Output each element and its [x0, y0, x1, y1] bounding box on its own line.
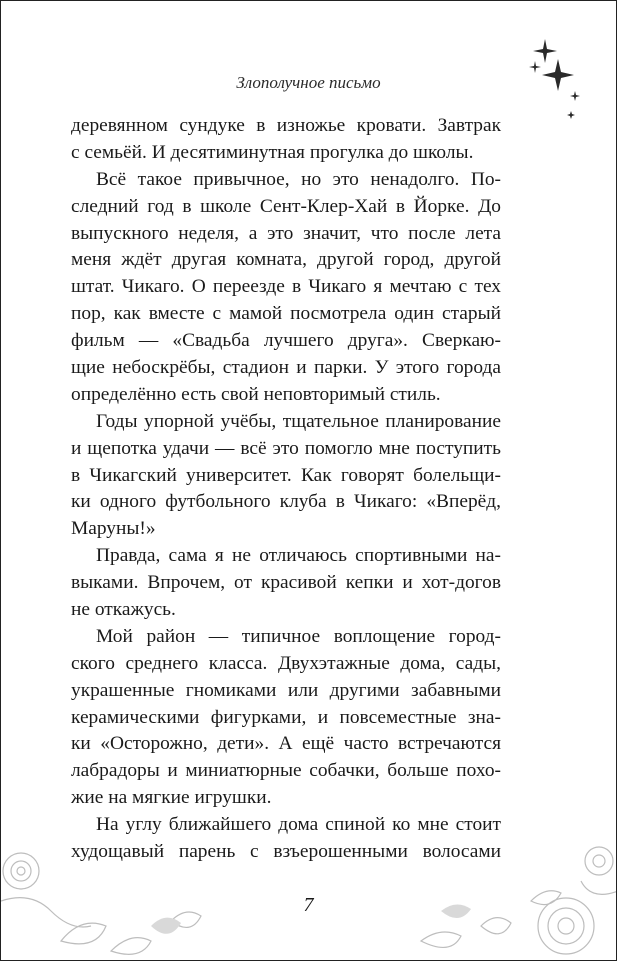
text-line: щие небоскрёбы, стадион и парки. У этого города [71, 357, 501, 379]
text-line: Маруны!» [71, 518, 156, 540]
text-line: не откажусь. [71, 599, 176, 621]
text-line: пор, как вместе с мамой посмотрела один старый [71, 303, 501, 325]
sparkle-icon [533, 39, 557, 63]
text-line: Правда, сама я не отличаюсь спортивными на- [96, 545, 501, 567]
text-line: Всё такое привычное, но это ненадолго. По- [96, 168, 501, 190]
text-line: штат. Чикаго. О переезде в Чикаго я мечтаю с тех [71, 276, 501, 298]
text-line: худощавый парень с взъерошенными волосами [71, 841, 501, 863]
text-line: лабрадоры и миниатюрные собачки, больше похо- [71, 760, 501, 782]
text-line: Годы упорной учёбы, тщательное планирование [96, 410, 501, 432]
text-line: На углу ближайшего дома спиной ко мне стоит [96, 814, 501, 836]
page-number: 7 [303, 894, 314, 916]
text-line: и щепотка удачи — всё это помогло мне поступить [71, 437, 501, 459]
text-line: деревянном сундуке в изножье кровати. Завтрак [71, 115, 501, 136]
text-line: украшенные гномиками или другими забавными [71, 679, 501, 701]
text-line: ского среднего класса. Двухэтажные дома, сады, [71, 652, 501, 674]
text-line: выпускного неделя, а это значит, что после лета [71, 222, 501, 244]
text-line: следний год в школе Сент-Клер-Хай в Йорке. До [71, 195, 501, 217]
body-text [71, 113, 501, 866]
text-line: выками. Впрочем, от красивой кепки и хот-догов [71, 572, 501, 594]
text-line: с семьёй. И десятиминутная прогулка до школы. [71, 141, 474, 163]
text-line: ки «Осторожно, дети». А ещё часто встречаются [71, 733, 501, 755]
text-line: жие на мягкие игрушки. [71, 787, 272, 809]
text-line: Мой район — типичное воплощение город- [96, 625, 501, 647]
text-line: в Чикагский университет. Как говорят болельщи- [71, 464, 501, 486]
running-head: Злополучное письмо [236, 73, 381, 92]
text-line: ки одного футбольного клуба в Чикаго: «Вперёд, [71, 491, 501, 513]
sparkle-icon [567, 111, 575, 119]
sparkle-icon [529, 61, 541, 73]
text-line: фильм — «Свадьба лучшего друга». Сверкаю- [71, 330, 501, 352]
text-line: меня ждёт другая комната, другой город, другой [71, 249, 501, 271]
text-line: определённо есть свой неповторимый стиль. [71, 383, 441, 405]
text-line: керамическими фигурками, и повсеместные зна- [71, 706, 501, 728]
